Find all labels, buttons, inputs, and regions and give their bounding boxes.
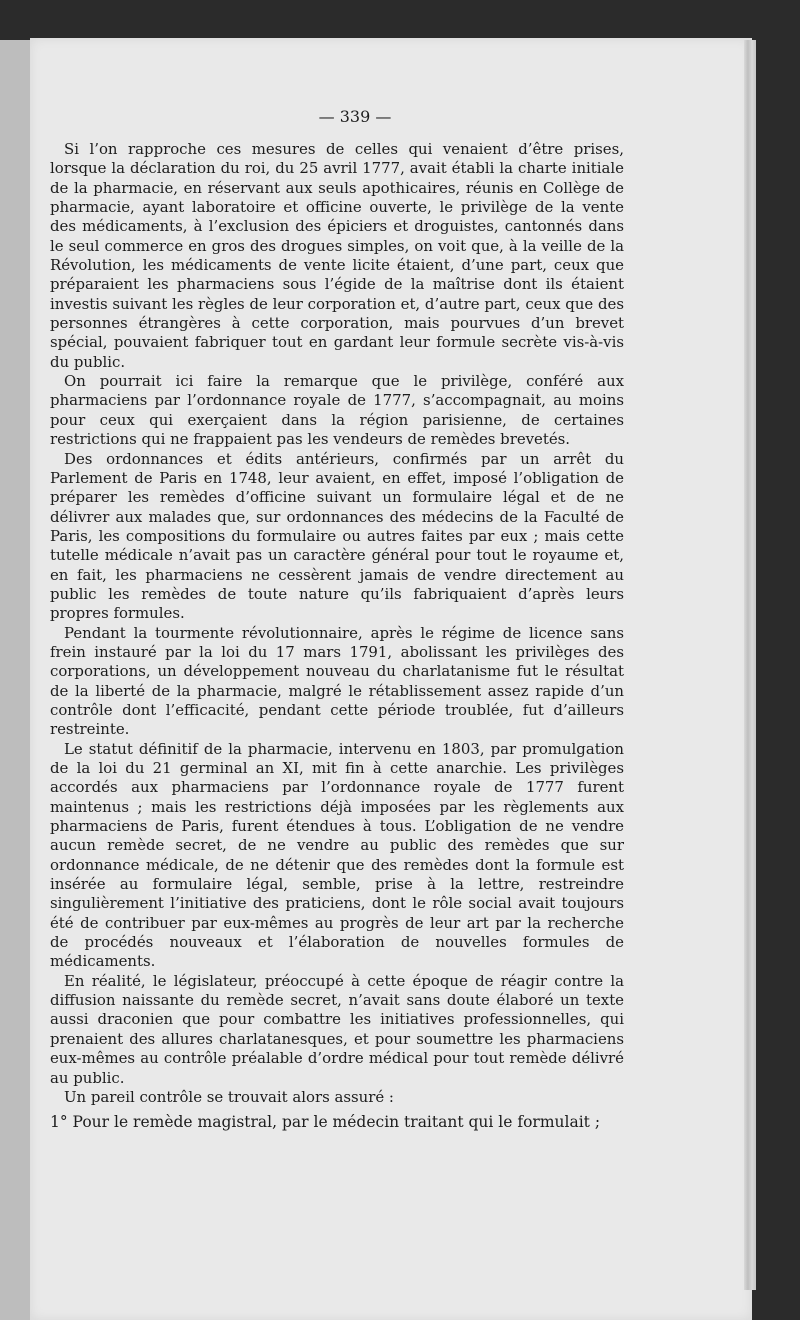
page-number: — 339 — xyxy=(318,107,392,126)
left-page-edge xyxy=(0,40,32,1320)
page-stack-edge xyxy=(744,40,756,1290)
paragraph-7: Un pareil contrôle se trouvait alors assuré : xyxy=(64,1087,394,1106)
paragraph-6: En réalité, le législateur, préoccupé à cette époque de réagir contre la diffusion naissante du remède secret, n’avait sans doute élaboré un texte aussi draconien que pour combattre les initiatives professionnelles, qui prenaient des allures charlatanesques, et pour soumettre les pharmaciens eux-mêmes au contrôle préalable d’ordre médical pour tout remède délivré au public. xyxy=(50,971,624,1087)
paragraph-5: Le statut définitif de la pharmacie, intervenu en 1803, par promulgation de la loi du 21 germinal an XI, mit fin à cette anarchie. Les privilèges accordés aux pharmaciens par l’ordonnance royale de 1777 furent maintenus ; mais les restrictions déjà imposées par les règlements aux pharmaciens de Paris, furent étendues à tous. L’obligation de ne vendre aucun remède secret, de ne vendre au public des remèdes que sur ordonnance médicale, de ne détenir que des remèdes dont la formule est insérée au formulaire légal, semble, prise à la lettre, restreindre singulièrement l’initiative des praticiens, dont le rôle social avait toujours été de contribuer par eux-mêmes au progrès de leur art par la recherche de procédés nouveaux et l’élaboration de nouvelles formules de médicaments. xyxy=(50,739,624,971)
list-item-1: 1° Pour le remède magistral, par le médecin traitant qui le formulait ; xyxy=(50,1113,601,1132)
paragraph-3: Des ordonnances et édits antérieurs, confirmés par un arrêt du Parlement de Paris en 1748, leur avaient, en effet, imposé l’obligation de préparer les remèdes d’officine suivant un formulaire légal et de ne délivrer aux malades que, sur ordonnances des médecins de la Faculté de Paris, les compositions du formulaire ou autres faites par eux ; mais cette tutelle médicale n’avait pas un caractère général pour tout le royaume et, en fait, les pharmaciens ne cessèrent jamais de vendre directement au public les remèdes de toute nature qu’ils fabriquaient d’après leurs propres formules. xyxy=(50,449,624,623)
paragraph-2: On pourrait ici faire la remarque que le privilège, conféré aux pharmaciens par l’ordonnance royale de 1777, s’accompagnait, au moins pour ceux qui exerçaient dans la région parisienne, de certaines restrictions qui ne frappaient pas les vendeurs de remèdes brevetés. xyxy=(50,372,624,449)
paragraph-1: Si l’on rapproche ces mesures de celles qui venaient d’être prises, lorsque la déclaration du roi, du 25 avril 1777, avait établi la charte initiale de la pharmacie, en réservant aux seuls apothicaires, réunis en Collège de pharmacie, ayant laboratoire et officine ouverte, le privilège de la vente des médicaments, à l’exclusion des épiciers et droguistes, cantonnés dans le seul commerce en gros des drogues simples, on voit que, à la veille de la Révolution, les médicaments de vente licite étaient, d’une part, ceux que préparaient les pharmaciens sous l’égide de la maîtrise dont ils étaient investis suivant les règles de leur corporation et, d’autre part, ceux que des personnes étrangères à cette corporation, mais pourvues d’un brevet spécial, pouvaient fabriquer tout en gardant leur formule secrète vis-à-vis du public. xyxy=(50,140,624,371)
paragraph-4: Pendant la tourmente révolutionnaire, après le régime de licence sans frein instauré par la loi du 17 mars 1791, abolissant les privilèges des corporations, un développement nouveau du charlatanisme fut le résultat de la liberté de la pharmacie, malgré le rétablissement assez rapide d’un contrôle dont l’efficacité, pendant cette période troublée, fut d’ailleurs restreinte. xyxy=(50,623,624,739)
body-text xyxy=(50,140,624,1133)
